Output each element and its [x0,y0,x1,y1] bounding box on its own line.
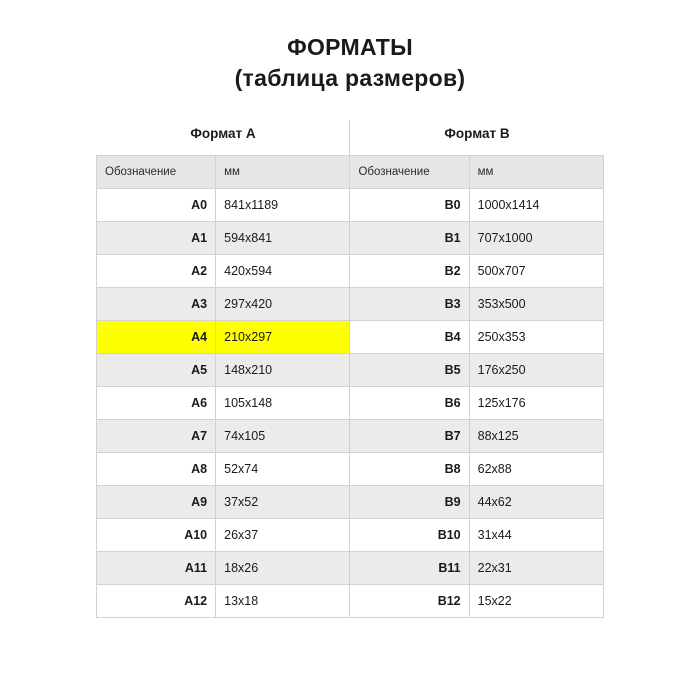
cell-b-value: 353x500 [469,288,603,321]
cell-b-value: 44x62 [469,486,603,519]
cell-b-label: B4 [350,321,469,354]
cell-b-value: 1000x1414 [469,189,603,222]
group-header-a: Формат А [97,120,350,156]
column-header-a-value: мм [216,156,350,189]
cell-b-value: 31x44 [469,519,603,552]
cell-a-value: 74x105 [216,420,350,453]
cell-a-value: 105x148 [216,387,350,420]
formats-table-wrapper [96,120,604,618]
cell-a-value: 594x841 [216,222,350,255]
cell-a-value: 841x1189 [216,189,350,222]
cell-b-label: B1 [350,222,469,255]
table-row [97,387,604,420]
cell-a-label: A1 [97,222,216,255]
cell-b-value: 88x125 [469,420,603,453]
cell-b-value: 707x1000 [469,222,603,255]
page-title [96,32,604,94]
formats-table [96,120,604,618]
cell-a-value: 148x210 [216,354,350,387]
cell-a-label: A10 [97,519,216,552]
table-head [97,120,604,189]
group-header-b: Формат В [350,120,604,156]
cell-b-value: 62x88 [469,453,603,486]
cell-a-label: A8 [97,453,216,486]
cell-a-label: A12 [97,585,216,618]
table-row [97,321,604,354]
cell-a-value: 18x26 [216,552,350,585]
cell-a-label: A11 [97,552,216,585]
cell-a-value: 37x52 [216,486,350,519]
table-row [97,585,604,618]
cell-b-label: B12 [350,585,469,618]
cell-a-label: A7 [97,420,216,453]
cell-a-label: A6 [97,387,216,420]
table-row [97,519,604,552]
cell-b-label: B9 [350,486,469,519]
cell-a-label: A5 [97,354,216,387]
cell-b-label: B8 [350,453,469,486]
column-header-a-label: Обозначение [97,156,216,189]
table-row [97,354,604,387]
cell-a-value: 26x37 [216,519,350,552]
column-header-b-value: мм [469,156,603,189]
page-title-line2: (таблица размеров) [234,65,466,92]
cell-a-value: 13x18 [216,585,350,618]
column-header-b-label: Обозначение [350,156,469,189]
cell-b-label: B7 [350,420,469,453]
cell-a-label: A2 [97,255,216,288]
cell-b-value: 176x250 [469,354,603,387]
cell-a-value: 420x594 [216,255,350,288]
table-row [97,486,604,519]
table-body [97,189,604,618]
page-title-line1: ФОРМАТЫ [287,34,413,60]
cell-a-value: 210x297 [216,321,350,354]
column-header-row [97,156,604,189]
table-row [97,453,604,486]
table-row [97,420,604,453]
cell-b-label: B11 [350,552,469,585]
cell-a-label: A3 [97,288,216,321]
cell-b-value: 250x353 [469,321,603,354]
cell-b-value: 15x22 [469,585,603,618]
table-row [97,288,604,321]
cell-b-label: B2 [350,255,469,288]
cell-b-label: B0 [350,189,469,222]
table-row [97,552,604,585]
group-header-row [97,120,604,156]
cell-b-value: 500x707 [469,255,603,288]
cell-a-value: 297x420 [216,288,350,321]
cell-a-label: A4 [97,321,216,354]
cell-a-label: A9 [97,486,216,519]
cell-b-label: B3 [350,288,469,321]
table-row [97,255,604,288]
cell-b-value: 125x176 [469,387,603,420]
cell-a-value: 52x74 [216,453,350,486]
table-row [97,189,604,222]
cell-b-value: 22x31 [469,552,603,585]
cell-b-label: B10 [350,519,469,552]
cell-b-label: B5 [350,354,469,387]
table-row [97,222,604,255]
cell-b-label: B6 [350,387,469,420]
cell-a-label: A0 [97,189,216,222]
